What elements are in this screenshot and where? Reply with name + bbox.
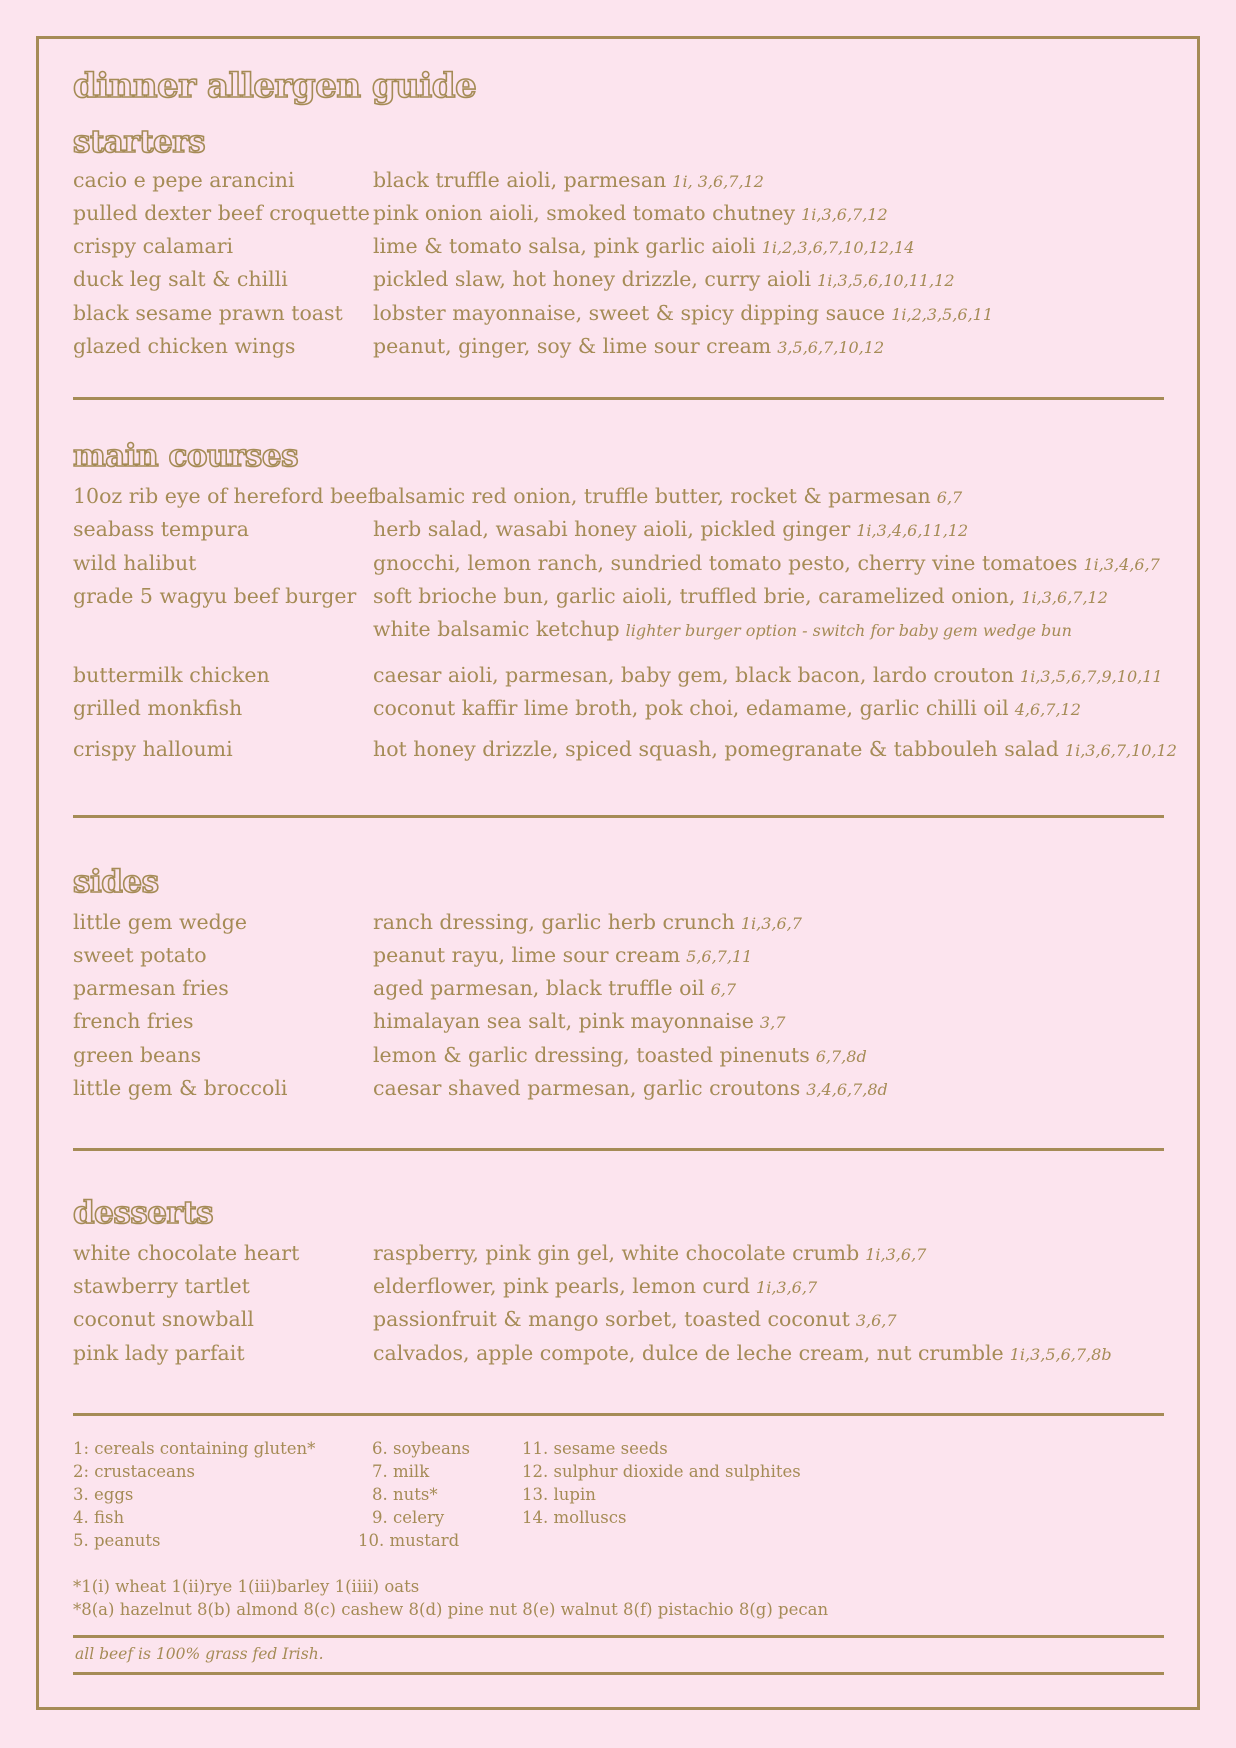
- allergen-codes: 3,6,7: [855, 1311, 897, 1330]
- allergen-key-item: 13. lupin: [522, 1485, 596, 1504]
- allergen-key-item: 11. sesame seeds: [522, 1439, 668, 1458]
- dish-name: duck leg salt & chilli: [73, 267, 288, 291]
- section-heading-starters: starters: [73, 124, 206, 160]
- allergen-codes: 1i,3,5,6,7,9,10,11: [1020, 667, 1163, 686]
- dish-name: black sesame prawn toast: [73, 301, 343, 325]
- dish-name: little gem wedge: [73, 910, 248, 934]
- page-title: dinner allergen guide: [73, 66, 477, 106]
- menu-item: [73, 1337, 1173, 1369]
- section-heading-desserts: desserts: [73, 1195, 214, 1231]
- section-divider: [73, 1148, 1164, 1151]
- menu-item: [73, 297, 1173, 329]
- dish-description: hot honey drizzle, spiced squash, pomegranate & tabbouleh salad 1i,3,6,7,10,12: [373, 737, 1177, 761]
- allergen-codes: 1i,3,6,7: [756, 1278, 818, 1297]
- dish-name: pulled dexter beef croquette: [73, 201, 370, 225]
- allergen-key-column-1: [73, 1437, 315, 1552]
- allergen-codes: 4,6,7,12: [1014, 700, 1081, 719]
- beef-note: all beef is 100% grass fed Irish.: [75, 1645, 324, 1663]
- allergen-codes: 1i,3,6,7: [740, 914, 802, 933]
- menu-item: [73, 580, 1173, 612]
- dish-name: sweet potato: [73, 943, 207, 967]
- allergen-codes: 1i,2,3,5,6,11: [891, 305, 994, 324]
- allergen-codes: 1i,3,6,7,12: [801, 205, 888, 224]
- dish-name: stawberry tartlet: [73, 1274, 250, 1298]
- dish-description: white balsamic ketchup lighter burger option - switch for baby gem wedge bun: [373, 617, 1072, 641]
- allergen-codes: 1i,3,5,6,7,8b: [1009, 1345, 1112, 1364]
- dish-name: french fries: [73, 1009, 194, 1033]
- dish-description: black truffle aioli, parmesan 1i, 3,6,7,12: [373, 168, 764, 192]
- allergen-key-item: 14. molluscs: [522, 1508, 627, 1527]
- allergen-codes: 6,7: [710, 980, 737, 999]
- dish-description: lemon & garlic dressing, toasted pinenuts 6,7,8d: [373, 1043, 867, 1067]
- footer-divider-top: [73, 1635, 1164, 1638]
- allergen-key-item: 7. milk: [372, 1462, 430, 1481]
- allergen-codes: 1i,3,5,6,10,11,12: [817, 271, 955, 290]
- allergen-codes: 3,4,6,7,8d: [806, 1080, 888, 1099]
- menu-item: [73, 230, 1173, 262]
- menu-item: [73, 1039, 1173, 1071]
- menu-item: [73, 1303, 1173, 1335]
- allergen-key-column-3: [522, 1437, 801, 1529]
- dish-name: wild halibut: [73, 551, 197, 575]
- section-divider: [73, 815, 1164, 818]
- allergen-codes: 1i,2,3,6,7,10,12,14: [761, 238, 915, 257]
- menu-item: [73, 263, 1173, 295]
- burger-option-note: lighter burger option - switch for baby gem wedge bun: [625, 621, 1072, 640]
- dish-name: glazed chicken wings: [73, 334, 296, 358]
- allergen-key-item: 9. celery: [372, 1508, 445, 1527]
- menu-item: [73, 972, 1173, 1004]
- allergen-codes: 5,6,7,11: [686, 947, 753, 966]
- allergen-key-item: 5. peanuts: [73, 1531, 161, 1550]
- dish-description: raspberry, pink gin gel, white chocolate crumb 1i,3,6,7: [373, 1241, 927, 1265]
- section-heading-sides: sides: [73, 864, 159, 900]
- dish-description: caesar shaved parmesan, garlic croutons 3,4,6,7,8d: [373, 1076, 888, 1100]
- dish-name: seabass tempura: [73, 517, 249, 541]
- allergen-codes: 1i,3,4,6,11,12: [856, 521, 969, 540]
- allergen-codes: 3,7: [759, 1013, 786, 1032]
- allergen-key-item: 4. fish: [73, 1508, 125, 1527]
- allergen-codes: 1i,3,6,7,12: [1021, 588, 1108, 607]
- menu-item: [73, 659, 1173, 691]
- allergen-codes: 1i,3,6,7: [865, 1245, 927, 1264]
- dish-description: peanut rayu, lime sour cream 5,6,7,11: [373, 943, 753, 967]
- dish-name: 10oz rib eye of hereford beef: [73, 484, 376, 508]
- menu-item: [73, 1270, 1173, 1302]
- dish-name: little gem & broccoli: [73, 1076, 288, 1100]
- gluten-footnote: *1(i) wheat 1(ii)rye 1(iii)barley 1(iiii) oats: [73, 1577, 420, 1596]
- dish-name: crispy calamari: [73, 234, 234, 258]
- allergen-key-item: 8. nuts*: [372, 1485, 438, 1504]
- dish-description: lime & tomato salsa, pink garlic aioli 1i,2,3,6,7,10,12,14: [373, 234, 915, 258]
- dish-description: aged parmesan, black truffle oil 6,7: [373, 976, 737, 1000]
- dish-description: elderflower, pink pearls, lemon curd 1i,3,6,7: [373, 1274, 818, 1298]
- dish-description: herb salad, wasabi honey aioli, pickled ginger 1i,3,4,6,11,12: [373, 517, 969, 541]
- menu-item: [73, 906, 1173, 938]
- dish-name: parmesan fries: [73, 976, 229, 1000]
- dish-name: grilled monkfish: [73, 696, 243, 720]
- nuts-footnote: *8(a) hazelnut 8(b) almond 8(c) cashew 8(d) pine nut 8(e) walnut 8(f) pistachio 8(g) pecan: [73, 1600, 829, 1619]
- allergen-key-item: 12. sulphur dioxide and sulphites: [522, 1462, 801, 1481]
- menu-item: [73, 197, 1173, 229]
- dish-name: grade 5 wagyu beef burger: [73, 584, 357, 608]
- allergen-codes: 6,7: [936, 488, 963, 507]
- menu-item: [73, 1072, 1173, 1104]
- menu-item-continuation: [73, 613, 1173, 645]
- menu-item: [73, 513, 1173, 545]
- dish-name: buttermilk chicken: [73, 663, 270, 687]
- section-divider: [73, 1413, 1164, 1416]
- allergen-key-item: 6. soybeans: [372, 1439, 470, 1458]
- footer-divider-bottom: [73, 1672, 1164, 1675]
- menu-item: [73, 1005, 1173, 1037]
- dish-description: coconut kaffir lime broth, pok choi, edamame, garlic chilli oil 4,6,7,12: [373, 696, 1081, 720]
- dish-name: coconut snowball: [73, 1307, 254, 1331]
- allergen-key-item: 10. mustard: [358, 1531, 460, 1550]
- dish-description: calvados, apple compote, dulce de leche cream, nut crumble 1i,3,5,6,7,8b: [373, 1341, 1112, 1365]
- dish-description: balsamic red onion, truffle butter, rocket & parmesan 6,7: [373, 484, 963, 508]
- allergen-codes: 3,5,6,7,10,12: [777, 338, 885, 357]
- dish-name: white chocolate heart: [73, 1241, 300, 1265]
- allergen-codes: 1i, 3,6,7,12: [672, 172, 764, 191]
- menu-item: [73, 733, 1177, 765]
- allergen-key-item: 1: cereals containing gluten*: [73, 1439, 316, 1458]
- dish-name: cacio e pepe arancini: [73, 168, 295, 192]
- dish-description: soft brioche bun, garlic aioli, truffled brie, caramelized onion, 1i,3,6,7,12: [373, 584, 1108, 608]
- dish-description: peanut, ginger, soy & lime sour cream 3,5,6,7,10,12: [373, 334, 885, 358]
- dish-name: green beans: [73, 1043, 202, 1067]
- dish-description: caesar aioli, parmesan, baby gem, black bacon, lardo crouton 1i,3,5,6,7,9,10,11: [373, 663, 1163, 687]
- dish-description: himalayan sea salt, pink mayonnaise 3,7: [373, 1009, 786, 1033]
- section-heading-mains: main courses: [73, 438, 299, 474]
- dish-description: ranch dressing, garlic herb crunch 1i,3,6,7: [373, 910, 802, 934]
- menu-item: [73, 1237, 1173, 1269]
- dish-name: crispy halloumi: [73, 737, 233, 761]
- allergen-codes: 6,7,8d: [815, 1047, 867, 1066]
- dish-name: pink lady parfait: [73, 1341, 245, 1365]
- allergen-codes: 1i,3,4,6,7: [1083, 555, 1160, 574]
- allergen-key-column-2: [358, 1437, 470, 1552]
- menu-item: [73, 692, 1173, 724]
- menu-item: [73, 939, 1173, 971]
- allergen-key-item: 3. eggs: [73, 1485, 134, 1504]
- menu-item: [73, 164, 1173, 196]
- section-divider: [73, 397, 1164, 400]
- menu-item: [73, 547, 1173, 579]
- dish-description: pink onion aioli, smoked tomato chutney 1i,3,6,7,12: [373, 201, 888, 225]
- dish-description: lobster mayonnaise, sweet & spicy dipping sauce 1i,2,3,5,6,11: [373, 301, 994, 325]
- dish-description: passionfruit & mango sorbet, toasted coconut 3,6,7: [373, 1307, 897, 1331]
- allergen-codes: 1i,3,6,7,10,12: [1064, 741, 1177, 760]
- allergen-key-item: 2: crustaceans: [73, 1462, 195, 1481]
- dish-description: pickled slaw, hot honey drizzle, curry aioli 1i,3,5,6,10,11,12: [373, 267, 955, 291]
- dish-description: gnocchi, lemon ranch, sundried tomato pesto, cherry vine tomatoes 1i,3,4,6,7: [373, 551, 1160, 575]
- menu-item: [73, 480, 1173, 512]
- menu-item: [73, 330, 1173, 362]
